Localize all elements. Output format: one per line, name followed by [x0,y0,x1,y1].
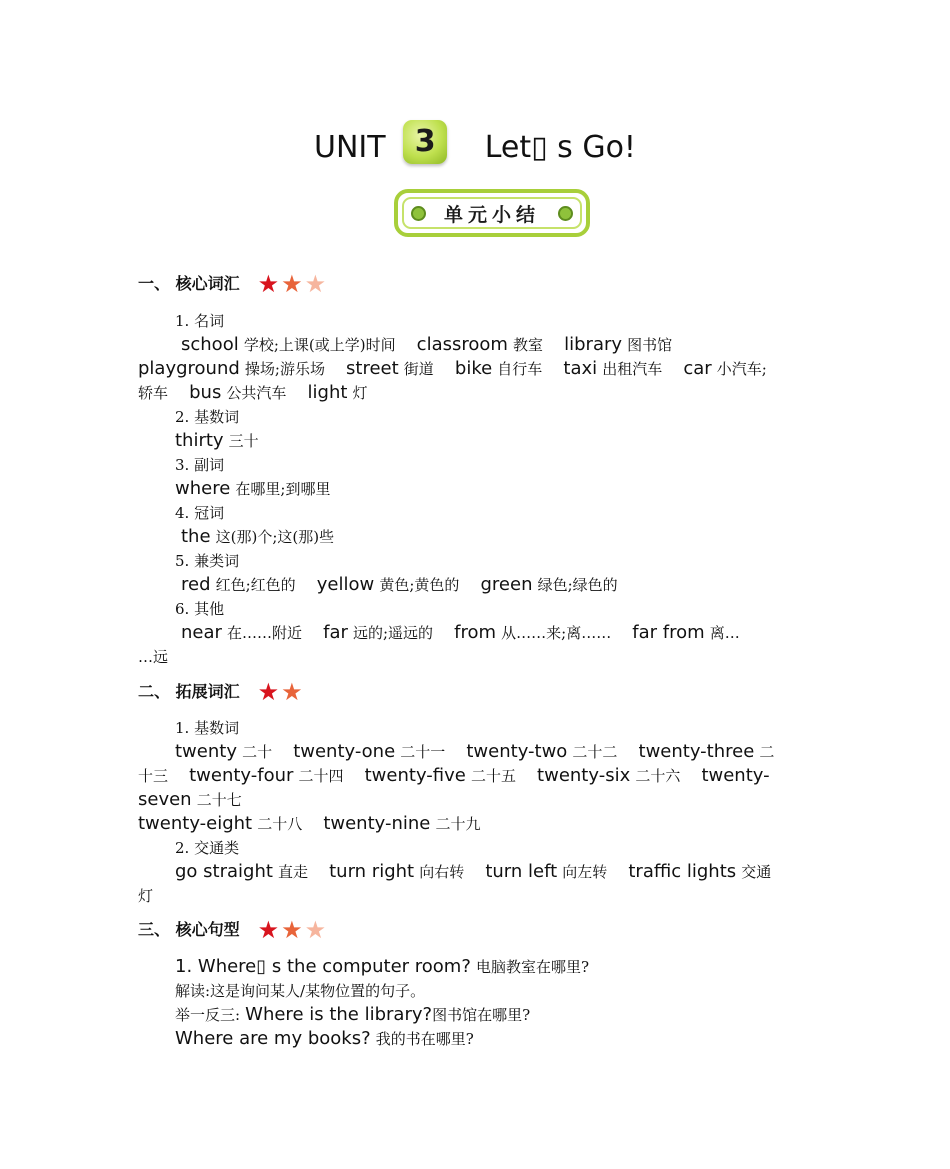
unit-title [0,118,950,178]
vocab-line: 灯 [138,887,154,905]
section-core-vocab [138,272,818,296]
vocab-line: 轿车 bus 公共汽车 light 灯 [138,382,368,403]
vocab-line: school 学校;上课(或上学)时间 classroom 教室 library 图书馆 [181,334,673,355]
star-icon: ★ [257,916,280,944]
green-dot-icon [558,206,573,221]
core-vocab-body [138,309,818,669]
vocab-line: near 在……附近 far 远的;遥远的 from 从……来;离…… far from 离… [181,622,740,643]
subheading: 4. 冠词 [175,504,225,522]
unit-label: UNIT [314,130,386,165]
core-sentences-body [138,955,818,1051]
subheading: 3. 副词 [175,456,225,474]
sentence-line: 1. Where▯ s the computer room? 电脑教室在哪里? [175,956,590,977]
section-ext-vocab [138,680,818,704]
star-icon: ★ [281,916,303,944]
section-core-sentences [138,918,818,942]
subheading: 2. 基数词 [175,408,240,426]
unit-number-badge: 3 [403,120,447,164]
sentence-line: Where are my books? 我的书在哪里? [175,1028,474,1049]
vocab-line: go straight 直走 turn right 向右转 turn left 向左转 traffic lights 交通 [175,861,772,882]
star-icon: ★ [281,270,303,298]
section-heading: 三、 核心句型 ★ ★ ★ [138,916,327,944]
subheading: 6. 其他 [175,600,225,618]
unit-name: Let▯ s Go! [484,130,636,165]
subheading: 1. 名词 [175,312,225,330]
vocab-line: seven 二十七 [138,789,242,810]
vocab-line: thirty 三十 [175,430,259,451]
green-dot-icon [411,206,426,221]
section-heading: 二、 拓展词汇 ★ ★ [138,678,303,706]
summary-label: 单元小结 [443,203,540,226]
sentence-explanation: 解读:这是询问某人/某物位置的句子。 [175,982,426,1000]
vocab-line: the 这(那)个;这(那)些 [181,526,335,547]
ext-vocab-body [138,716,818,908]
vocab-line: red 红色;红色的 yellow 黄色;黄色的 green 绿色;绿色的 [181,574,618,595]
vocab-line: where 在哪里;到哪里 [175,478,331,499]
subheading: 5. 兼类词 [175,552,240,570]
subheading: 1. 基数词 [175,719,240,737]
star-rating [258,918,329,942]
vocab-line: twenty-eight 二十八 twenty-nine 二十九 [138,813,481,834]
star-icon: ★ [281,678,303,706]
vocab-line: …远 [138,648,169,666]
unit-summary-badge [394,189,590,237]
subheading: 2. 交通类 [175,839,240,857]
star-icon: ★ [257,270,280,298]
star-icon: ★ [304,916,327,944]
star-rating [258,680,305,704]
star-rating [258,272,329,296]
sentence-line: 举一反三: Where is the library?图书馆在哪里? [175,1004,531,1025]
star-icon: ★ [304,270,327,298]
vocab-line: 十三 twenty-four 二十四 twenty-five 二十五 twenty-six 二十六 twenty- [138,765,770,786]
star-icon: ★ [257,678,280,706]
vocab-line: playground 操场;游乐场 street 街道 bike 自行车 taxi 出租汽车 car 小汽车; [138,358,767,379]
section-heading: 一、 核心词汇 ★ ★ ★ [138,270,327,298]
vocab-line: twenty 二十 twenty-one 二十一 twenty-two 二十二 twenty-three 二 [175,741,775,762]
